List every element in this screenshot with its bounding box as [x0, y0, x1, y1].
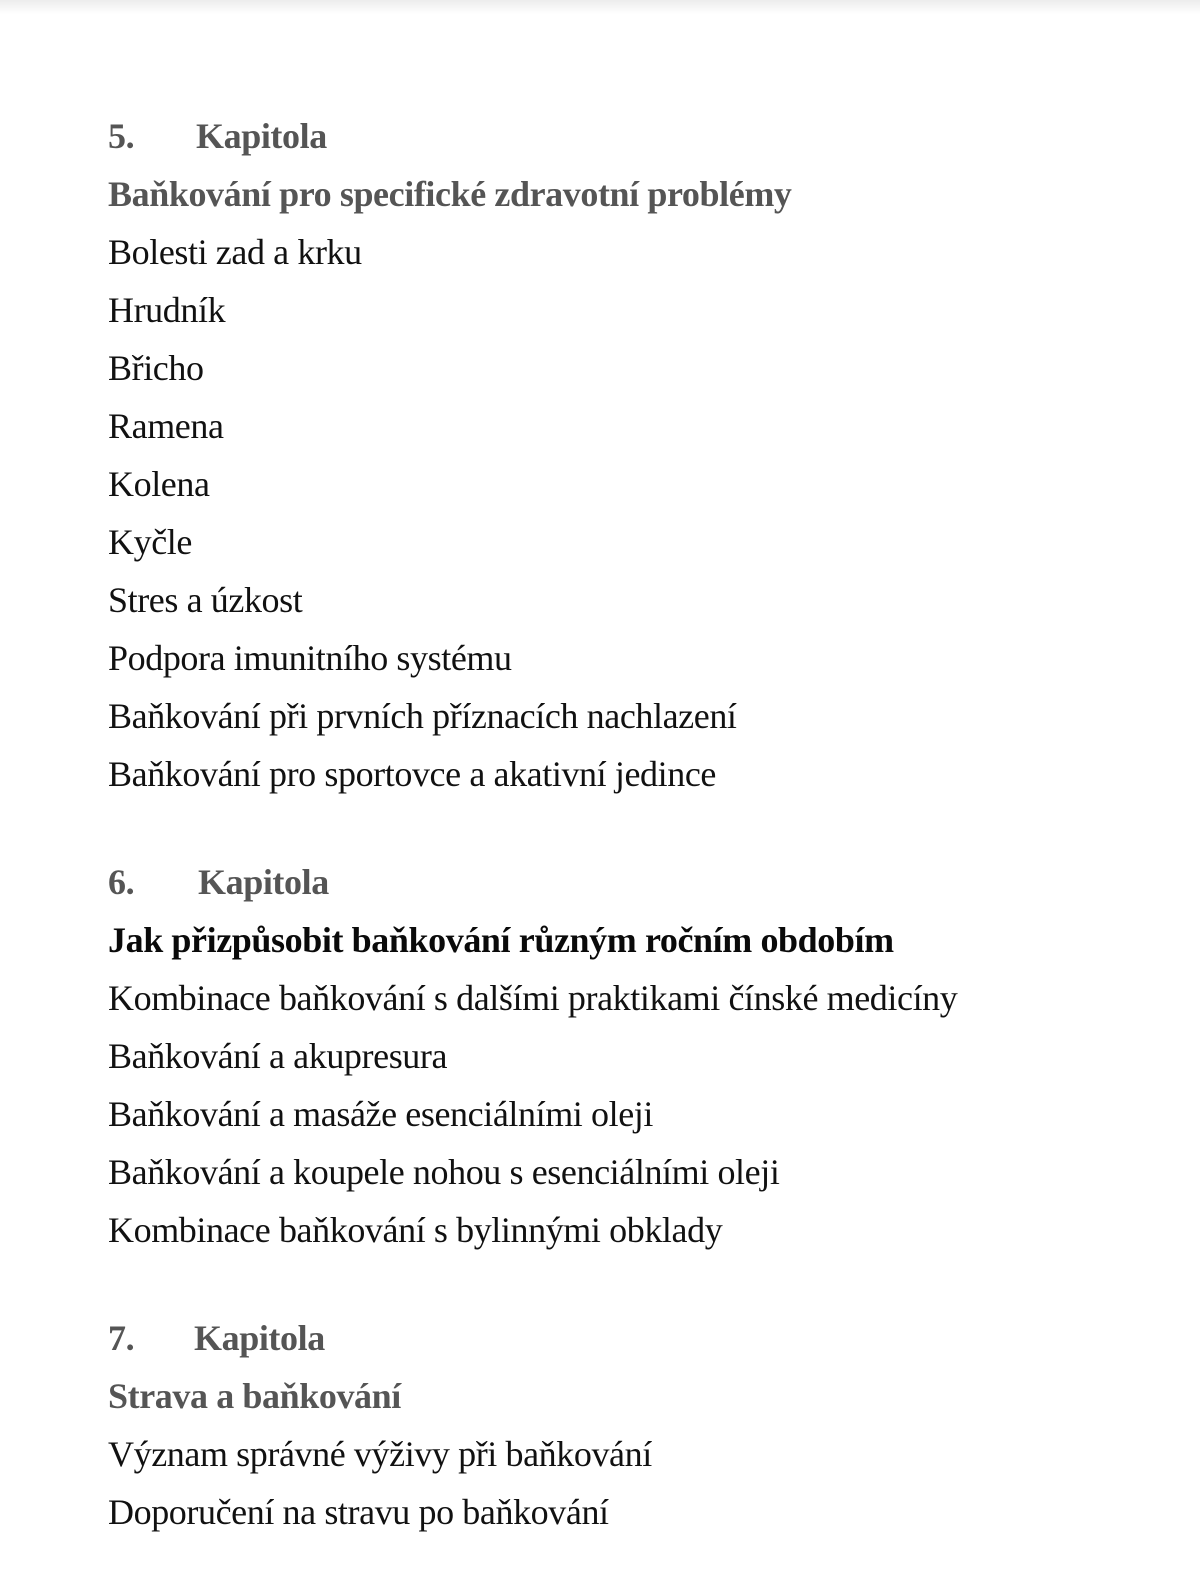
chapter-number: 5. [108, 116, 135, 156]
chapter-label: Kapitola [194, 1318, 325, 1358]
chapter-label: Kapitola [198, 862, 329, 902]
chapter-heading [108, 853, 1168, 911]
list-item: Baňkování a masáže esenciálními oleji [108, 1094, 653, 1134]
chapter-number: 6. [108, 862, 135, 902]
chapter-heading [108, 1309, 1168, 1367]
chapter-5 [108, 107, 1168, 803]
list-item: Kolena [108, 464, 210, 504]
list-item: Břicho [108, 348, 204, 388]
chapter-heading [108, 107, 1168, 165]
list-item: Kombinace baňkování s dalšími praktikami čínské medicíny [108, 978, 958, 1018]
chapter-title: Jak přizpůsobit baňkování různým ročním obdobím [108, 920, 894, 960]
chapter-title: Strava a baňkování [108, 1376, 401, 1416]
list-item: Bolesti zad a krku [108, 232, 362, 272]
chapter-label: Kapitola [196, 116, 327, 156]
table-of-contents [108, 107, 1168, 1591]
list-item: Podpora imunitního systému [108, 638, 512, 678]
list-item: Doporučení na stravu po baňkování [108, 1492, 609, 1532]
list-item: Kombinace baňkování s bylinnými obklady [108, 1210, 723, 1250]
list-item: Baňkování při prvních příznacích nachlazení [108, 696, 737, 736]
list-item: Stres a úzkost [108, 580, 303, 620]
chapter-title: Baňkování pro specifické zdravotní problémy [108, 174, 792, 214]
list-item: Kyčle [108, 522, 192, 562]
chapter-6 [108, 853, 1168, 1259]
list-item: Baňkování pro sportovce a akativní jedince [108, 754, 716, 794]
list-item: Význam správné výživy při baňkování [108, 1434, 652, 1474]
chapter-7 [108, 1309, 1168, 1541]
chapter-number: 7. [108, 1318, 135, 1358]
list-item: Baňkování a koupele nohou s esenciálními oleji [108, 1152, 780, 1192]
list-item: Hrudník [108, 290, 226, 330]
list-item: Ramena [108, 406, 224, 446]
list-item: Baňkování a akupresura [108, 1036, 448, 1076]
top-shadow [0, 0, 1200, 14]
